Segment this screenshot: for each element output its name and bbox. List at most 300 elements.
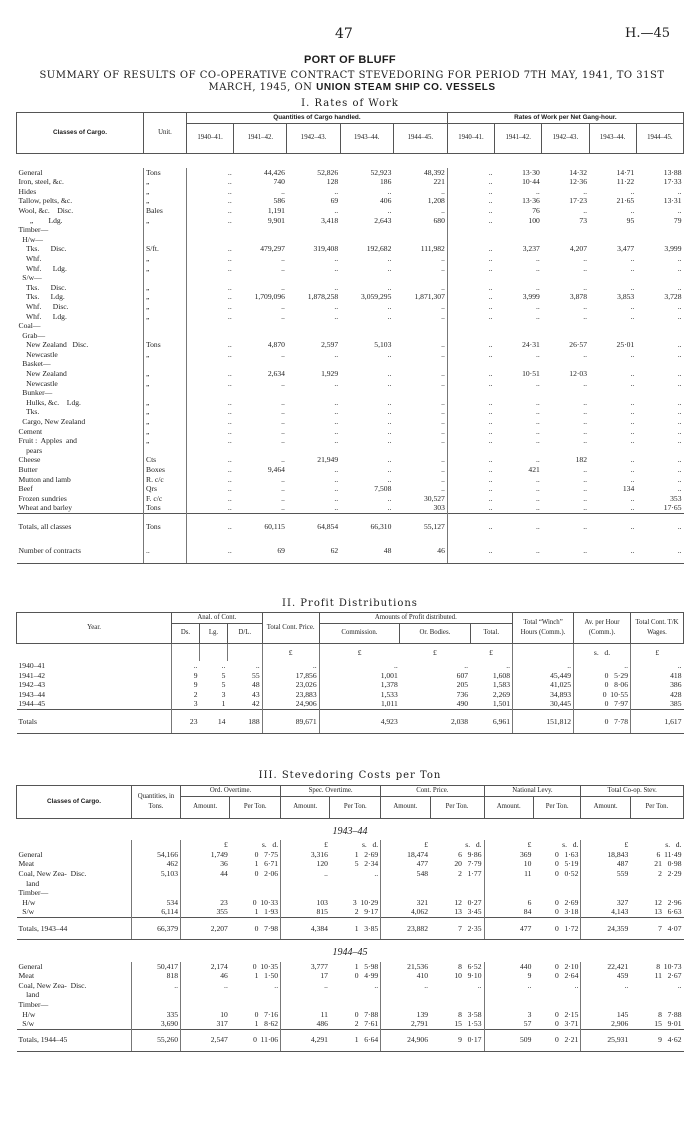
quantity-cell: .. (334, 253, 339, 263)
rate-cell: .. (536, 186, 540, 196)
row-unit: „ (144, 283, 187, 293)
quantity-cell: .. (187, 244, 234, 254)
rate-cell: .. (536, 311, 540, 321)
quantity-cell: .. (441, 282, 445, 292)
value-cell: 120 (281, 859, 330, 869)
quantity-cell (132, 879, 181, 889)
rate-cell: 13·36 (522, 196, 540, 206)
value-cell: 1 5·98 (354, 961, 379, 971)
quantity-cell: .. (281, 474, 285, 484)
value-cell: 43 (252, 689, 260, 699)
quantity-cell: .. (387, 369, 392, 379)
section-1-title: I. Rates of Work (301, 98, 399, 109)
quantity-cell: .. (441, 417, 445, 427)
quantity-cell: .. (441, 186, 445, 196)
value-cell (230, 879, 281, 889)
row-label: Grab— (18, 330, 46, 340)
quantity-cell: .. (281, 436, 285, 446)
column-header: Total Cont. Price. (262, 613, 319, 644)
unit-symbol: £ (281, 840, 330, 850)
quantity-cell: 55,260 (132, 1029, 181, 1051)
column-header: Amount. (484, 796, 533, 818)
rate-cell: .. (583, 484, 588, 494)
rate-cell: 95 (626, 215, 635, 225)
quantity-cell: 406 (379, 196, 392, 206)
row-label: Basket— (18, 359, 51, 369)
row-unit: „ (144, 427, 187, 437)
value-cell: 6 (484, 898, 533, 908)
rate-cell: 13·30 (522, 167, 540, 177)
rate-cell: .. (536, 407, 540, 417)
value-cell: 477 (484, 917, 533, 939)
quantity-cell: .. (387, 378, 392, 388)
quantity-cell: 534 (132, 898, 181, 908)
rate-cell: 10·44 (522, 177, 540, 187)
quantity-cell: .. (334, 205, 339, 215)
row-label: Coal, New Zea- Disc. (18, 980, 87, 990)
value-cell (330, 990, 381, 1000)
value-cell (484, 990, 533, 1000)
quantity-cell: .. (441, 378, 445, 388)
rate-cell (495, 235, 542, 245)
column-header: Per Ton. (630, 796, 683, 818)
rate-cell: .. (589, 539, 636, 563)
rate-cell (636, 225, 683, 235)
value-cell: 0 2·15 (554, 1009, 579, 1019)
rate-cell (589, 225, 636, 235)
quantity-cell: .. (334, 397, 339, 407)
row-label: Fruit : Apples and (18, 436, 77, 446)
value-cell: .. (319, 661, 400, 671)
rate-cell: .. (447, 168, 494, 178)
rate-cell: .. (447, 398, 494, 408)
quantity-cell: .. (187, 484, 234, 494)
quantity-cell: 3,418 (321, 215, 339, 225)
value-cell: 559 (581, 869, 630, 879)
quantity-cell: .. (334, 282, 339, 292)
value-cell: 9 (172, 680, 200, 690)
row-unit: „ (144, 379, 187, 389)
row-unit: „ (144, 254, 187, 264)
quantity-cell: .. (187, 513, 234, 539)
value-cell: 548 (381, 869, 430, 879)
quantity-cell: .. (387, 311, 392, 321)
value-cell: .. (255, 661, 260, 671)
quantity-cell: .. (281, 407, 285, 417)
quantity-cell: 128 (326, 177, 339, 187)
value-cell (281, 1000, 330, 1010)
quantity-cell (393, 331, 447, 341)
value-cell (630, 1000, 683, 1010)
rate-cell: .. (630, 493, 635, 503)
quantity-cell: .. (187, 494, 234, 504)
rate-cell: 3,237 (522, 244, 540, 254)
rate-cell: .. (630, 397, 635, 407)
row-label: Tks. Ldg. (18, 292, 65, 302)
column-header-year: 1941–42. (495, 123, 542, 153)
rate-cell: .. (447, 455, 494, 465)
rate-cell: .. (677, 436, 682, 446)
value-cell: 0 3·18 (554, 907, 579, 917)
value-cell: .. (374, 868, 379, 878)
unit-symbol: £ (581, 840, 630, 850)
column-header: Total “Winch” Hours (Comm.). (513, 613, 574, 644)
value-cell: .. (374, 980, 379, 990)
rate-cell: .. (677, 465, 682, 474)
value-cell: 327 (581, 898, 630, 908)
row-label: Whf. (18, 253, 42, 263)
quantity-cell: 50,417 (132, 962, 181, 972)
rate-cell: .. (583, 493, 588, 503)
row-label: Frozen sundries (18, 493, 67, 503)
row-label: General (18, 961, 43, 971)
value-cell: 0 4·99 (354, 971, 379, 981)
rate-cell: 100 (528, 215, 540, 225)
rate-cell: .. (583, 205, 588, 215)
value-cell: 0 7·75 (254, 849, 279, 859)
rate-cell (636, 359, 683, 369)
rate-cell: .. (536, 474, 540, 484)
quantity-cell: 48 (340, 539, 393, 563)
quantity-cell: 55,127 (393, 513, 447, 539)
quantity-cell: 1,929 (321, 369, 339, 379)
rate-cell: .. (583, 311, 588, 321)
rate-cell: .. (677, 378, 682, 388)
quantity-cell: .. (281, 493, 285, 503)
section-2-title: II. Profit Distributions (282, 598, 418, 609)
value-cell: 11 2·67 (654, 971, 682, 981)
rate-cell: 21·65 (616, 196, 635, 206)
rate-cell: .. (447, 379, 494, 389)
rate-cell: 17·23 (569, 196, 588, 206)
quantity-cell: 1,709,096 (254, 292, 285, 302)
row-label: 1943–44 (18, 689, 46, 699)
rate-cell (447, 388, 494, 398)
value-cell: 0 7·98 (230, 917, 281, 939)
unit-symbol: s. d. (574, 643, 631, 661)
value-cell: 1 1·50 (254, 971, 279, 981)
quantity-cell: .. (281, 282, 285, 292)
rate-cell: .. (536, 503, 540, 513)
rate-cell: 13·88 (663, 167, 682, 177)
rate-cell (542, 225, 589, 235)
column-header: Or. Bodies. (400, 623, 470, 643)
quantity-cell (393, 388, 447, 398)
quantity-cell: 69 (330, 196, 339, 206)
rate-cell: .. (536, 282, 540, 292)
quantity-cell: .. (387, 417, 392, 427)
row-label: Totals, 1943–44 (17, 917, 132, 939)
rate-cell: .. (589, 513, 636, 539)
rate-cell (636, 273, 683, 283)
quantity-cell: 52,923 (370, 167, 392, 177)
quantity-cell: .. (281, 503, 285, 513)
row-unit: Boxes (144, 465, 187, 475)
quantity-cell (393, 446, 447, 456)
value-cell (281, 879, 330, 889)
value-cell (281, 888, 330, 898)
unit-symbol: £ (484, 840, 533, 850)
value-cell: 205 (456, 680, 469, 690)
row-label: Wool, &c. Disc. (18, 205, 74, 215)
quantity-cell: 3,690 (132, 1019, 181, 1029)
rate-cell (636, 331, 683, 341)
quantity-cell (287, 321, 340, 331)
quantity-cell: .. (334, 417, 339, 427)
value-cell: .. (631, 661, 684, 671)
value-cell: .. (581, 981, 630, 991)
value-cell: 14 (200, 710, 228, 734)
value-cell: .. (181, 981, 230, 991)
quantity-cell: .. (441, 484, 445, 494)
value-cell (484, 1000, 533, 1010)
value-cell: .. (513, 661, 574, 671)
value-cell: 369 (484, 850, 533, 860)
rate-cell: 24·31 (522, 340, 540, 350)
rate-cell: .. (677, 301, 682, 311)
value-cell: 7 4·07 (630, 917, 683, 939)
value-cell (430, 879, 484, 889)
column-header-year: 1943–44. (340, 123, 393, 153)
value-cell: 2,174 (181, 962, 230, 972)
quantity-cell: .. (387, 301, 392, 311)
quantity-cell: .. (132, 981, 181, 991)
row-unit: „ (144, 398, 187, 408)
value-cell: 418 (631, 671, 684, 681)
quantity-cell: 192,682 (366, 244, 392, 254)
quantity-cell: 740 (273, 177, 285, 187)
rate-cell: 421 (528, 465, 540, 474)
row-label: Newcastle (18, 349, 58, 359)
row-unit: „ (144, 436, 187, 446)
quantity-cell: .. (334, 407, 339, 417)
quantity-cell: .. (387, 349, 392, 359)
rate-cell: .. (630, 253, 635, 263)
value-cell: 23 (172, 710, 200, 734)
column-header: Total Cont. T/K Wages. (631, 613, 684, 644)
row-label: Beef (18, 484, 33, 494)
rate-cell: .. (630, 378, 635, 388)
quantity-cell: 1,871,307 (414, 292, 445, 302)
rate-cell: .. (630, 301, 635, 311)
quantity-cell: .. (441, 369, 445, 379)
value-cell: .. (221, 661, 226, 671)
value-cell: 5 (221, 680, 226, 690)
quantity-cell: .. (334, 263, 339, 273)
quantity-cell: 1,208 (427, 196, 445, 206)
row-label: S/w (18, 907, 35, 917)
quantity-cell: .. (441, 311, 445, 321)
row-unit: „ (144, 417, 187, 427)
quantity-cell (340, 273, 393, 283)
row-label: 1942–43 (18, 680, 46, 690)
row-unit: R. c/c (144, 475, 187, 485)
column-header-year: 1942–43. (542, 123, 589, 153)
value-cell (381, 888, 430, 898)
rate-cell: .. (447, 350, 494, 360)
value-cell: 11 (281, 1010, 330, 1020)
quantity-cell (187, 225, 234, 235)
rate-cell: .. (447, 340, 494, 350)
value-cell: 0 2·69 (554, 897, 579, 907)
rate-cell: 79 (673, 215, 682, 225)
rate-cell: .. (677, 186, 682, 196)
quantity-cell: 818 (132, 971, 181, 981)
value-cell: 8 6·52 (458, 961, 482, 971)
rate-cell: 26·57 (569, 340, 588, 350)
quantity-cell (287, 235, 340, 245)
column-header: Quantities of Cargo handled. (187, 113, 448, 124)
rate-cell (636, 321, 683, 331)
value-cell: 0 2·21 (533, 1029, 581, 1051)
value-cell: 1,501 (492, 699, 510, 709)
rate-cell: .. (447, 369, 494, 379)
unit-symbol: s. d. (261, 840, 279, 850)
quantity-cell: 5,103 (132, 869, 181, 879)
column-header: Amount. (581, 796, 630, 818)
rate-cell: 182 (575, 455, 588, 465)
column-header: Per Ton. (430, 796, 484, 818)
value-cell: .. (281, 981, 330, 991)
value-cell: 84 (484, 907, 533, 917)
row-label: Meat (18, 859, 35, 869)
value-cell: 0 3·71 (554, 1019, 579, 1029)
quantity-cell: .. (387, 186, 392, 196)
quantity-cell: 48,392 (423, 167, 445, 177)
value-cell: 1,001 (319, 671, 400, 681)
rate-cell: .. (630, 186, 635, 196)
value-cell (230, 1000, 281, 1010)
row-label: Cheese (18, 455, 41, 465)
value-cell: 0 2·64 (554, 971, 579, 981)
value-cell: 3 (484, 1010, 533, 1020)
document-subtitle: SUMMARY OF RESULTS OF CO-OPERATIVE CONTRACT STEVEDORING FOR PERIOD 7TH MAY, 1941, TO 31ST MARCH, 1945, ON UNION STEAM SHIP CO. VESSELS (39, 70, 665, 93)
value-cell: 355 (181, 907, 230, 917)
value-cell: 2,269 (492, 689, 510, 699)
value-cell: 0 7·88 (354, 1009, 379, 1019)
value-cell: 10 9·10 (454, 971, 482, 981)
rate-cell: 3,853 (617, 292, 635, 302)
rate-cell: 11·22 (616, 177, 635, 187)
rate-cell (495, 225, 542, 235)
row-label: „ Ldg. (18, 215, 63, 225)
rate-cell (495, 359, 542, 369)
value-cell: 18,474 (381, 850, 430, 860)
row-label: H/w (18, 897, 36, 907)
row-unit: Tons (144, 340, 187, 350)
quantity-cell (187, 331, 234, 341)
quantity-cell: 66,379 (132, 917, 181, 939)
column-header: Per Ton. (330, 796, 381, 818)
value-cell (581, 1000, 630, 1010)
rate-cell: 3,477 (617, 244, 635, 254)
row-label: Totals, all classes (17, 513, 144, 539)
quantity-cell: .. (441, 474, 445, 484)
value-cell: 3,316 (281, 850, 330, 860)
rate-cell (447, 446, 494, 456)
value-cell (181, 990, 230, 1000)
row-label: New Zealand (18, 369, 67, 379)
value-cell: 2 9·17 (354, 907, 379, 917)
rate-cell (447, 225, 494, 235)
row-label: Wheat and barley (18, 503, 73, 513)
rate-cell: 10·51 (522, 369, 540, 379)
quantity-cell: .. (441, 301, 445, 311)
rate-cell (589, 331, 636, 341)
rate-cell: 25·01 (616, 340, 635, 350)
quantity-cell (132, 888, 181, 898)
rate-cell: .. (447, 302, 494, 312)
value-cell: 0 10·55 (574, 690, 631, 700)
quantity-cell: .. (187, 465, 234, 475)
rate-cell: .. (677, 340, 682, 350)
row-label: Iron, steel, &c. (18, 177, 64, 187)
quantity-cell (287, 225, 340, 235)
row-label: General (18, 167, 43, 177)
quantity-cell: .. (334, 301, 339, 311)
row-unit: F. c/c (144, 494, 187, 504)
rate-cell: .. (630, 282, 635, 292)
value-cell: 10 (181, 1010, 230, 1020)
row-label: Meat (18, 971, 35, 981)
rate-cell: .. (583, 263, 588, 273)
quantity-cell: .. (281, 349, 285, 359)
column-header-year: 1944–45. (393, 123, 447, 153)
column-header: Year. (17, 613, 172, 644)
quantity-cell (187, 321, 234, 331)
quantity-cell: .. (334, 465, 339, 474)
row-unit (144, 225, 187, 235)
rate-cell (495, 446, 542, 456)
rate-cell: .. (447, 187, 494, 197)
quantity-cell: 335 (132, 1010, 181, 1020)
quantity-cell: .. (387, 205, 392, 215)
value-cell: 440 (484, 962, 533, 972)
value-cell: 21 0·98 (654, 859, 682, 869)
year-heading: 1944–45 (332, 946, 368, 958)
quantity-cell: .. (387, 282, 392, 292)
row-unit: Tons (144, 168, 187, 178)
value-cell: .. (281, 869, 330, 879)
value-cell: 1 8·62 (254, 1019, 279, 1029)
value-cell: 2 2·29 (658, 868, 682, 878)
value-cell (181, 1000, 230, 1010)
rate-cell (589, 388, 636, 398)
value-cell: 607 (456, 670, 469, 680)
quantity-cell: .. (187, 206, 234, 216)
section-3-title: III. Stevedoring Costs per Ton (258, 770, 442, 781)
value-cell (381, 990, 430, 1000)
row-unit: Tons (144, 513, 187, 539)
value-cell: .. (381, 981, 430, 991)
column-header: Total Co-op. Stev. (581, 786, 684, 797)
column-header-year: 1944–45. (636, 123, 683, 153)
quantity-cell: .. (187, 187, 234, 197)
rate-cell: .. (677, 205, 682, 215)
value-cell (430, 1000, 484, 1010)
value-cell: 6 9·86 (458, 849, 482, 859)
value-cell: 55 (252, 670, 260, 680)
rate-cell: .. (447, 436, 494, 446)
value-cell: 24,906 (262, 699, 319, 709)
quantity-cell: 2,643 (374, 215, 392, 225)
rate-cell: .. (677, 263, 682, 273)
quantity-cell: .. (281, 263, 285, 273)
quantity-cell: .. (187, 407, 234, 417)
value-cell: 17 (281, 971, 330, 981)
value-cell: 23 (181, 898, 230, 908)
rate-cell: .. (447, 484, 494, 494)
